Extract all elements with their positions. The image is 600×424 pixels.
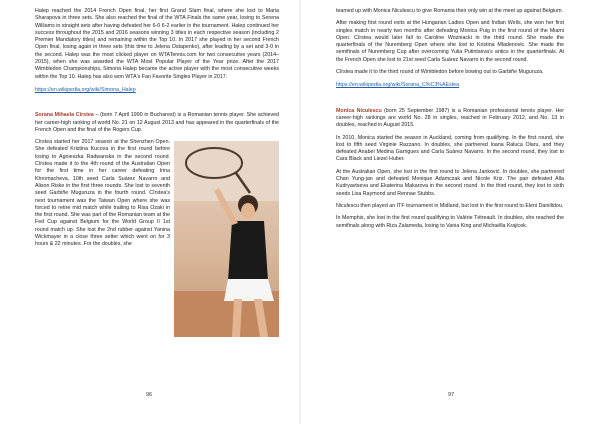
niculescu-memphis-paragraph: In Memphis, she lost in the first round qualifying to Valérie Tétreault. In doubles, she reached the semifinals along with Riza Zalameda, losing to Vania King and Michaëlla Krajicek. xyxy=(336,215,564,229)
right-text-column xyxy=(336,8,564,235)
niculescu-2010-paragraph: In 2010, Monica started the season in Auckland, coming from qualifying. In the first round, she lost to fifth seed Virginie Razzano. In doubles, she partnered Ioana Raluca Olaru, and they defeated Anabel Medina Garrigues and Carla Suárez Navarro. In the second round, they lost to Cara Black and Liezel Huber. xyxy=(336,134,564,163)
cirstea-season-paragraph: Cîrstea started her 2017 season at the Shenzhen Open. She defeated Kristina Kucova in the first round before losing to Agnieszka Radwanska in the second round. Cîrstea made it to the 4th round of the Australian Open for the first time in her career defeating Irina Khromacheva, 10th seed Carla Suárez Navarro and Alison Riske in the first three rounds. She lost to seventh seed Garbiñe Muguruza in the fourth round. Cîrstea's next tournament was the Taiwan Open where she was forced to retire mid match while trailing to Risa Ozaki in the first round. She was part of the Romanian team at the Fed Cup against Belgium for the World Group II 1st round match up. She lost the 2nd rubber against Yanina Wickmayer in a close three setter which went on for 3 hours & 22 minutes. For the doubles, she xyxy=(35,139,170,248)
cirstea-intro-paragraph xyxy=(35,112,279,134)
niculescu-name: Monica Niculescu xyxy=(336,107,382,114)
cirstea-wiki-link[interactable]: https://en.wikipedia.org/wiki/Sorana_C%C3%AEstea xyxy=(336,82,460,89)
page-number-left: 96 xyxy=(146,392,153,398)
niculescu-australian-paragraph: At the Australian Open, she lost in the first round to Jelena Janković. In doubles, she partnered Chan Yung-jan and defeated Monique Adamczak and Nicole Kriz. The pair defeated Alla Kudryavtseva and Ekaterina Makarova in the second round. In the third round, they lost to sixth seeds Lisa Raymond and Rennae Stubbs. xyxy=(336,168,564,197)
page-number-right: 97 xyxy=(448,392,455,398)
cirstea-continued-paragraph: teamed up with Monica Niculescu to give Romania their only win at the meet up against Belgium. xyxy=(336,8,564,14)
halep-paragraph: Halep reached the 2014 French Open final, her first Grand Slam final, where she lost to Maria Sharapova in three sets. She also reached the final of the WTA Finals the same year, losing to Serena Williams in straight sets after having defeated her 6-0 6-2 earlier in the tournament. Halep continued her success throughout the 2015 and 2016 seasons winning 3 titles in each respective season (including 2 Premier Mandatory titles) and remaining within the Top 10. In 2017 she played in her second French Open final, losing again in three sets (this time to Jelena Ostapenko), after leading by a set and 3-0 in the second. Halep was the most clicked player on WTATennis.com for two consecutive years (2014–2015), when she was awarded the WTA Most Popular Player of the Year prize. After the 2017 Wimbledon Championships, Simona Halep became the active player with the most consecutive weeks within the Top 10. Halep has also won WTA's Fan Favorite Singles Player in 2017. xyxy=(35,8,279,80)
niculescu-intro-text: (born 25 September 1987) is a Romanian professional tennis player. Her career-high rankings are world No. 28 in singles, reached in February 2012, and No. 13 in doubles, reached in August 2015. xyxy=(336,107,565,129)
cirstea-intro-text: – (born 7 April 1990 in Bucharest) is a Romanian tennis player. She achieved her career-high ranking of world No. 21 on 12 August 2013 and has appeared in the quarterfinals of the French Open and the final of the Rogers Cup. xyxy=(35,112,279,133)
niculescu-intro-paragraph xyxy=(336,108,564,130)
tennis-player-image xyxy=(174,141,279,337)
cirstea-results-paragraph: After making first round exits at the Hungarian Ladies Open and Indian Wells, she won her first singles match in nearly two months after defeating Monica Puig in the first round of the Miami Open. Cîrstea would later fall to Caroline Wozniacki in the third round. She made the quarterfinals of the Nuremberg Open where she lost to Kristina Mladenovic. She made the semifinals of Nuremberg Cup after overcoming Yulia Putintseva's antics in the quarterfinals. At the French Open she lost to 21st seed Carla Suárez Navarro in the second round. xyxy=(336,20,564,63)
left-text-column xyxy=(35,8,279,339)
niculescu-midland-paragraph: Niculescu then played an ITF tournament in Midland, but lost in the first round to Eleni Daniilidou. xyxy=(336,202,564,209)
cirstea-wimbledon-paragraph: Cîrstea made it to the third round of Wimbledon before bowing out to Garbiñe Muguruza. xyxy=(336,69,544,76)
halep-wiki-link[interactable]: https://en.wikipedia.org/wiki/Simona_Halep xyxy=(35,86,136,93)
cirstea-name: Sorana Mihaela Cîrstea xyxy=(35,112,94,119)
cirstea-photo xyxy=(174,141,279,337)
